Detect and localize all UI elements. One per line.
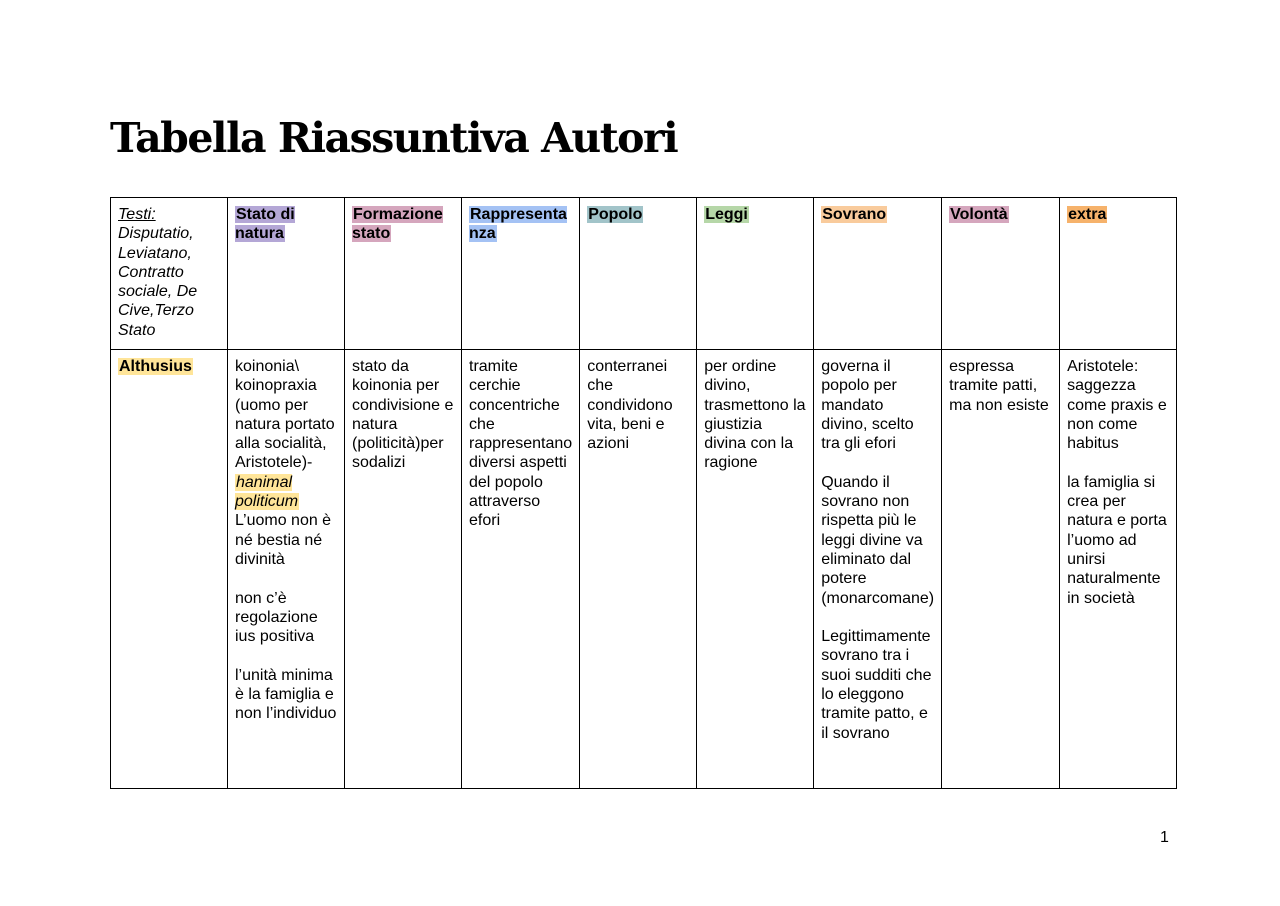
column-header-rappresentanza: Rappresentanza	[469, 206, 567, 243]
volonta-cell	[942, 350, 1060, 789]
stato-natura-text: l’unità minima è la famiglia e non l’individuo	[235, 666, 337, 723]
stato-natura-text: L’uomo non è né bestia né divinità	[235, 512, 332, 568]
extra-text: la famiglia si crea per natura e porta l’uomo ad unirsi naturalmente in società	[1067, 473, 1167, 607]
rappresentanza-text: tramite cerchie concentriche che rappresentano diversi aspetti del popolo attraverso efori	[469, 358, 573, 530]
highlighted-term: hanimal politicum	[235, 473, 299, 511]
column-header-formazione-stato: Formazione stato	[352, 206, 443, 243]
testi-label: Testi:	[118, 206, 156, 223]
author-name: Althusius	[119, 358, 192, 375]
column-header-volonta: Volontà	[950, 206, 1008, 223]
header-cell	[942, 198, 1060, 350]
page-title: Tabella Riassuntiva Autori	[110, 114, 678, 162]
column-header-stato-natura: Stato di natura	[235, 206, 295, 243]
extra-cell	[1060, 350, 1177, 789]
header-testi-cell	[111, 198, 228, 350]
header-cell	[697, 198, 814, 350]
column-header-extra: extra	[1068, 206, 1107, 223]
stato-natura-cell	[228, 350, 345, 789]
leggi-cell	[697, 350, 814, 789]
header-cell	[1060, 198, 1177, 350]
popolo-text: conterranei che condividono vita, beni e azioni	[587, 358, 673, 453]
sovrano-cell	[814, 350, 942, 789]
volonta-text: espressa tramite patti, ma non esiste	[949, 358, 1049, 414]
author-cell	[111, 350, 228, 789]
formazione-stato-cell	[345, 350, 462, 789]
column-header-popolo: Popolo	[588, 206, 643, 223]
column-header-sovrano: Sovrano	[822, 206, 887, 223]
header-cell	[580, 198, 697, 350]
sovrano-text: governa il popolo per mandato divino, scelto tra gli efori	[821, 358, 914, 453]
stato-natura-text: non c’è regolazione ius positiva	[235, 589, 318, 646]
table-row	[111, 350, 1177, 789]
header-cell	[462, 198, 580, 350]
stato-natura-text: koinonia\ koinopraxia (uomo per natura portato alla socialità, Aristotele)-	[235, 358, 335, 472]
testi-list: Disputatio, Leviatano, Contratto sociale, De Cive,Terzo Stato	[118, 225, 198, 339]
header-cell	[345, 198, 462, 350]
page-number: 1	[1160, 829, 1169, 846]
formazione-stato-text: stato da koinonia per condivisione e natura (politicità)per sodalizi	[352, 358, 454, 472]
header-row	[111, 198, 1177, 350]
popolo-cell	[580, 350, 697, 789]
header-cell	[814, 198, 942, 350]
header-cell	[228, 198, 345, 350]
sovrano-text: Quando il sovrano non rispetta più le leggi divine va eliminato dal potere (monarcomane)	[821, 473, 935, 607]
extra-text: Aristotele: saggezza come praxis e non come habitus	[1067, 358, 1167, 453]
leggi-text: per ordine divino, trasmettono la giustizia divina con la ragione	[704, 358, 806, 472]
column-header-leggi: Leggi	[705, 206, 748, 223]
sovrano-text: Legittimamente sovrano tra i suoi sudditi che lo eleggono tramite patto, e il sovrano	[821, 628, 932, 742]
summary-table	[110, 197, 1177, 789]
rappresentanza-cell	[462, 350, 580, 789]
